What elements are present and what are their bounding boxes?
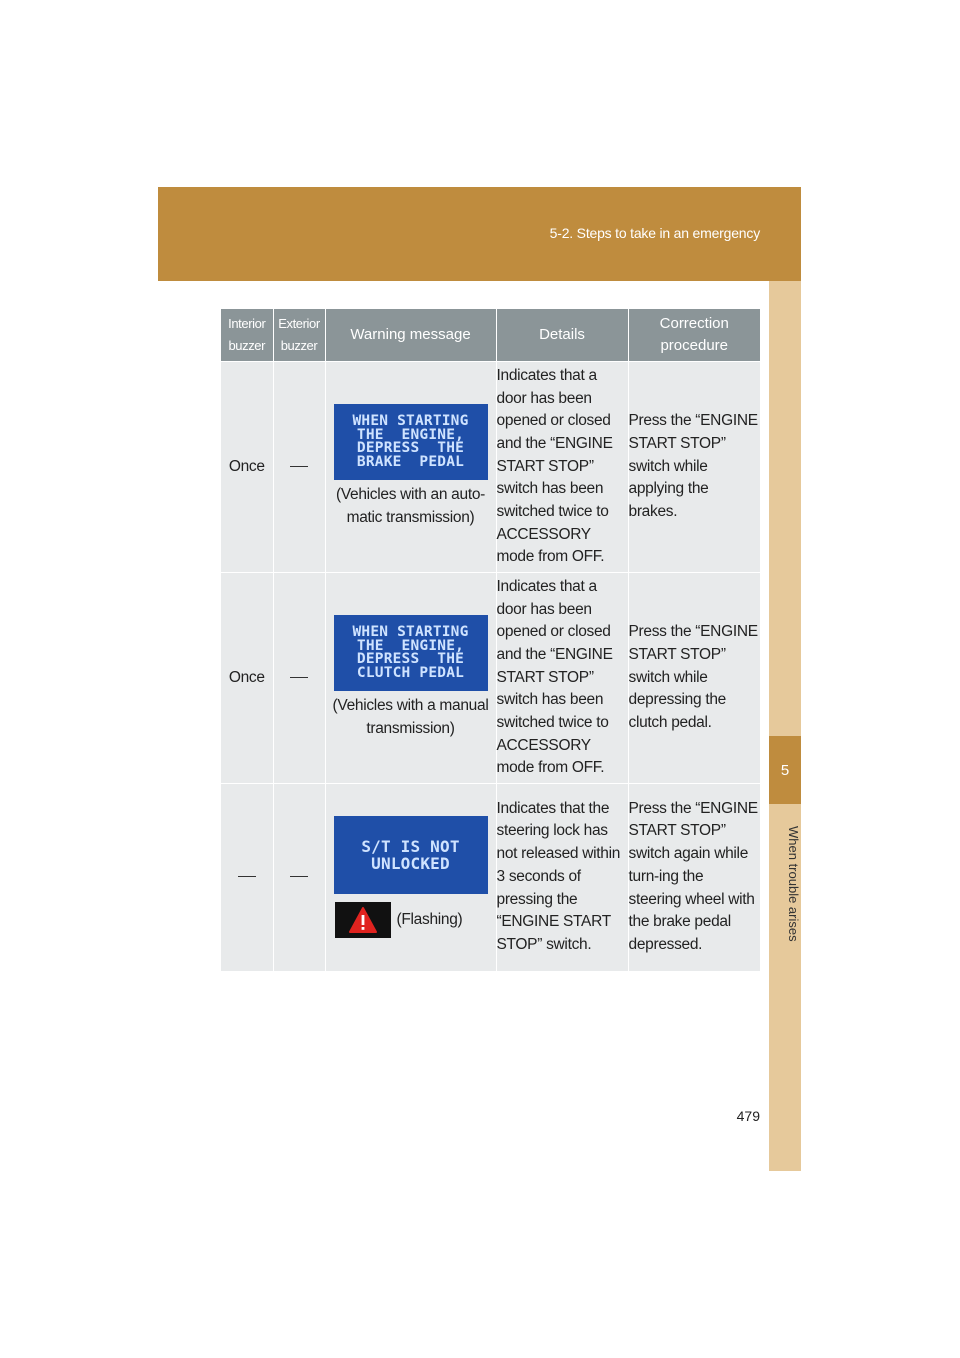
chapter-tab: 5 [769, 736, 801, 804]
screen-line: THE ENGINE, [356, 637, 465, 654]
dash-mark [290, 876, 308, 877]
dash-mark [290, 466, 308, 467]
details-text: Indicates that a door has been opened or closed and the “ENGINE START STOP” switch has been switched twice to ACCESSORY mode from OFF. [496, 362, 628, 573]
correction-text: Press the “ENGINE START STOP” switch while applying the brakes. [628, 362, 760, 573]
message-caption: (Vehicles with a manual transmission) [332, 697, 489, 737]
section-title: 5-2. Steps to take in an emergency [549, 225, 760, 241]
screen-line: CLUTCH PEDAL [356, 665, 465, 682]
col-warning-message: Warning message [325, 309, 496, 362]
chapter-label: When trouble arises [786, 826, 801, 942]
warning-display-screen [334, 404, 488, 480]
screen-line: BRAKE PEDAL [356, 454, 465, 471]
col-interior-buzzer [221, 309, 273, 362]
col-exterior-line1: Exterior [278, 316, 320, 331]
screen-line: DEPRESS THE [356, 651, 465, 668]
screen-line: WHEN STARTING [352, 413, 469, 430]
warning-message-cell [325, 573, 496, 784]
col-correction-line1: Correction [659, 315, 729, 332]
correction-text: Press the “ENGINE START STOP” switch while depressing the clutch pedal. [628, 573, 760, 784]
col-exterior-line2: buzzer [280, 338, 318, 353]
flashing-indicator [326, 902, 496, 938]
col-interior-line1: Interior [228, 316, 266, 331]
warning-display-screen [334, 615, 488, 691]
exterior-buzzer-value [273, 784, 325, 971]
details-text: Indicates that the steering lock has not released within 3 seconds of pressing the “ENGINE START STOP” switch. [496, 784, 628, 971]
warning-display-screen [334, 816, 488, 894]
interior-buzzer-value: Once [221, 362, 273, 573]
screen-line: WHEN STARTING [352, 624, 469, 641]
interior-buzzer-value [221, 784, 273, 971]
table-header-row [221, 309, 760, 362]
col-correction [628, 309, 760, 362]
dash-mark [290, 677, 308, 678]
correction-text: Press the “ENGINE START STOP” switch again while turn-ing the steering wheel with the brake pedal depressed. [628, 784, 760, 971]
screen-line: DEPRESS THE [356, 440, 465, 457]
screen-line: THE ENGINE, [356, 426, 465, 443]
dash-mark [238, 876, 256, 877]
col-correction-line2: procedure [660, 337, 729, 354]
warning-message-cell [325, 362, 496, 573]
table-row [221, 573, 760, 784]
screen-line: S/T IS NOT [361, 837, 460, 857]
table-row [221, 784, 760, 971]
warning-triangle-icon [335, 902, 391, 938]
col-details: Details [496, 309, 628, 362]
col-interior-line2: buzzer [228, 338, 266, 353]
message-caption: (Vehicles with an auto-matic transmission) [335, 486, 486, 526]
page-number: 479 [736, 1108, 760, 1124]
details-text: Indicates that a door has been opened or closed and the “ENGINE START STOP” switch has been switched twice to ACCESSORY mode from OFF. [496, 573, 628, 784]
interior-buzzer-value: Once [221, 573, 273, 784]
exterior-buzzer-value [273, 573, 325, 784]
screen-line: UNLOCKED [371, 854, 450, 874]
side-strip [769, 281, 801, 1171]
col-exterior-buzzer [273, 309, 325, 362]
header-band [158, 187, 801, 281]
flashing-label: (Flashing) [396, 910, 463, 928]
table-row [221, 362, 760, 573]
exterior-buzzer-value [273, 362, 325, 573]
warning-message-cell [325, 784, 496, 971]
warning-table [221, 309, 760, 971]
